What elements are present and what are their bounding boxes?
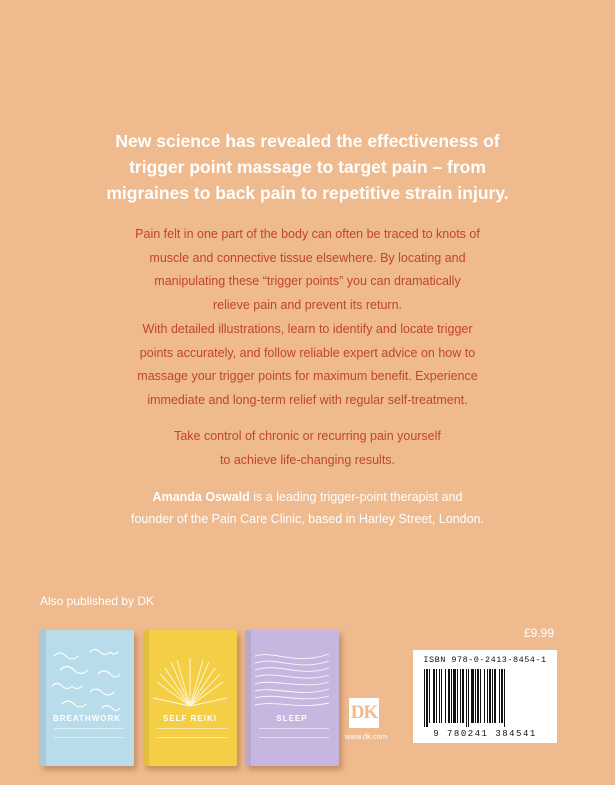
paragraph-line: Take control of chronic or recurring pain yourself [174,429,441,443]
book-title: SELF REIKI [162,714,217,723]
book-title: SLEEP [276,714,308,723]
sunburst-icon [143,640,237,720]
dk-logo: DK [349,698,379,728]
headline-line: migraines to back pain to repetitive strain injury. [106,183,509,203]
description-paragraph-1 [70,223,545,317]
paragraph-line: Pain felt in one part of the body can often be traced to knots of [135,227,480,241]
bio-text: founder of the Pain Care Clinic, based in Harley Street, London. [131,512,484,526]
headline [60,128,555,206]
paragraph-line: relieve pain and prevent its return. [213,297,402,312]
isbn-digits: 9 780241 384541 [433,729,537,739]
paragraph-line: immediate and long-term relief with regular self-treatment. [147,392,468,407]
book-cover-sleep: · · · · · · · · SLEEP [245,630,339,766]
author-bio [90,486,525,530]
author-name: Amanda Oswald [152,490,250,504]
contour-lines-icon [245,640,339,720]
description-paragraph-3 [70,425,545,472]
barcode-icon [423,669,549,727]
paragraph-line: to achieve life-changing results. [219,452,396,467]
book-cover-self-reiki: · · · · · · · · SELF REIKI [143,630,237,766]
price: £9.99 [524,626,555,640]
isbn-label: ISBN 978-0-2413-8454-1 [423,655,547,665]
paragraph-line: points accurately, and follow reliable expert advice on how to [139,345,476,360]
headline-line: New science has revealed the effectiveness of [115,131,500,151]
wave-pattern-icon [40,642,134,722]
headline-line: trigger point massage to target pain – from [129,157,486,177]
paragraph-line: massage your trigger points for maximum benefit. Experience [137,369,478,383]
paragraph-line: With detailed illustrations, learn to identify and locate trigger [142,322,473,336]
book-cover-breathwork: · · · · · · · · BREATHWORK [40,630,134,766]
publisher-url: www.dk.com [345,732,388,741]
also-published-label: Also published by DK [40,594,155,608]
isbn-barcode [413,650,557,743]
bio-text: is a leading trigger-point therapist and [249,490,463,504]
description-paragraph-2 [70,318,545,412]
book-title: BREATHWORK [52,714,122,723]
paragraph-line: manipulating these “trigger points” you can dramatically [154,274,461,288]
paragraph-line: muscle and connective tissue elsewhere. By locating and [149,250,466,265]
